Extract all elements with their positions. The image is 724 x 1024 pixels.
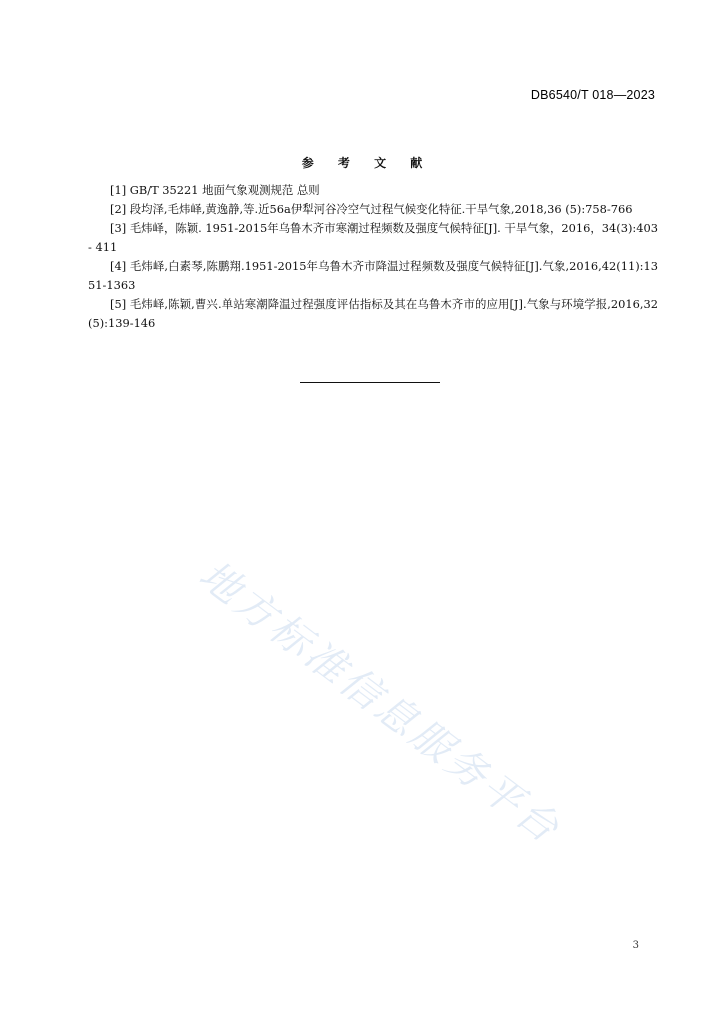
document-code: DB6540/T 018—2023 — [530, 88, 655, 102]
reference-item-5: [5] 毛炜峄,陈颖,曹兴.单站寒潮降温过程强度评估指标及其在乌鲁木齐市的应用[J].气象与环境学报,2016,32(5):139-146 — [88, 297, 658, 330]
end-divider — [300, 382, 440, 383]
reference-item-2: [2] 段均泽,毛炜峄,黄逸静,等.近56a伊犁河谷冷空气过程气候变化特征.干旱气象,2018,36 (5):758-766 — [110, 202, 633, 216]
reference-list — [88, 181, 658, 333]
reference-item-4: [4] 毛炜峄,白素琴,陈鹏翔.1951-2015年乌鲁木齐市降温过程频数及强度气候特征[J].气象,2016,42(11):1351-1363 — [88, 259, 658, 292]
reference-item-1: [1] GB/T 35221 地面气象观测规范 总则 — [110, 183, 320, 197]
section-title: 参 考 文 献 — [301, 156, 433, 170]
watermark: 地方标准信息服务平台 — [190, 552, 570, 854]
page-number: 3 — [632, 940, 639, 951]
reference-item-3: [3] 毛炜峄，陈颖. 1951-2015年乌鲁木齐市寒潮过程频数及强度气候特征[J]. 干旱气象，2016，34(3):403 - 411 — [88, 221, 658, 254]
